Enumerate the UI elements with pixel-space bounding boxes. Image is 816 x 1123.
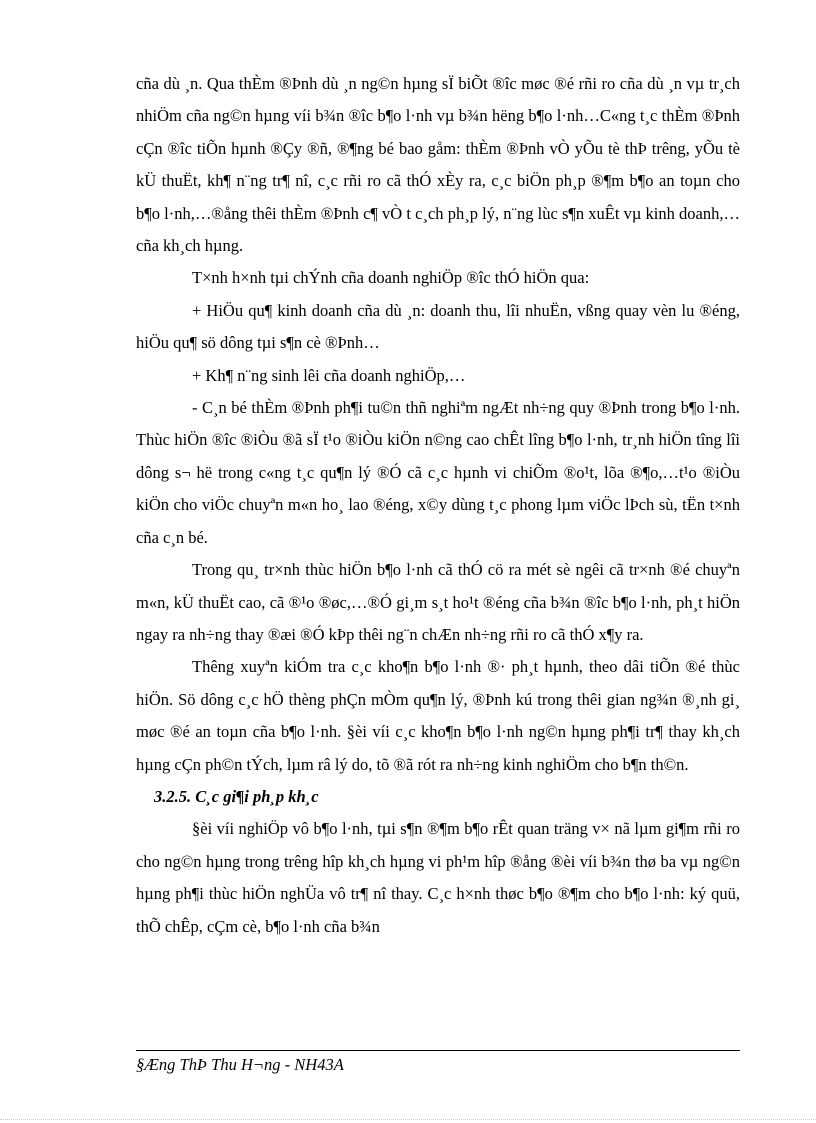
footer-divider [136, 1050, 740, 1051]
paragraph-staff-compliance: - C¸n bé thÈm ®Þnh ph¶i tu©n thñ nghiªm ngÆt nh÷ng quy ®Þnh trong b¶o l·nh. Thùc hiÖn ®îc ®iÒu ®ã sÏ t¹o ®iÒu kiÖn n©ng cao chÊt lîng b¶o l·nh, tr¸nh hiÖn tîng lîi dông s¬ hë trong c«ng t¸c qu¶n lý ®Ó cã c¸c hµnh vi chiÕm ®o¹t, lõa ®¶o,…t¹o ®iÒu kiÖn cho viÖc chuyªn m«n ho¸ lao ®éng, x©y dùng t¸c phong lµm viÖc lÞch sù, tËn t×nh cña c¸n bé. [136, 398, 740, 547]
paragraph-bullet-profitability: + Kh¶ n¨ng sinh lêi cña doanh nghiÖp,… [192, 365, 466, 385]
paragraph-financial-intro: T×nh h×nh tµi chÝnh cña doanh nghiÖp ®îc thÓ hiÖn qua: [192, 268, 590, 288]
footer-author: §Æng ThÞ Thu H¬ng - NH43A [136, 1055, 344, 1074]
paragraph-appraisal: cña dù ¸n. Qua thÈm ®Þnh dù ¸n ng©n hµng sÏ biÕt ®îc møc ®é rñi ro cña dù ¸n vµ tr¸ch nhiÖm cña ng©n hµng víi b¾n ®îc b¶o l·nh vµ b¾n hëng b¶o l·nh…C«ng t¸c thÈm ®Þnh cÇn ®îc tiÕn hµnh ®Çy ®ñ, ®¶ng bé bao gåm: thÈm ®Þnh vÒ yÕu tè thÞ trêng, yÕu tè kÜ thuËt, kh¶ n¨ng tr¶ nî, c¸c rñi ro cã thÓ xÈy ra, c¸c biÖn ph¸p ®¶m b¶o an toµn cho b¶o l·nh,…®ång thêi thÈm ®Þnh c¶ vÒ t c¸ch ph¸p lý, n¨ng lùc s¶n xuÊt vµ kinh doanh,…cña kh¸ch hµng. [136, 74, 740, 256]
section-heading: 3.2.5. C¸c gi¶i ph¸p kh¸c [154, 786, 319, 806]
paragraph-supervision: Trong qu¸ tr×nh thùc hiÖn b¶o l·nh cã thÓ cö ra mét sè ngêi cã tr×nh ®é chuyªn m«n, kÜ thuËt cao, cã ®¹o ®øc,…®Ó gi¸m s¸t ho¹t ®éng cña b¾n ®îc b¶o l·nh, ph¸t hiÖn ngay ra nh÷ng thay ®æi ®Ó kÞp thêi ng¨n chÆn nh÷ng rñi ro cã thÓ x¶y ra. [136, 560, 740, 644]
paragraph-bullet-efficiency: + HiÖu qu¶ kinh doanh cña dù ¸n: doanh thu, lîi nhuËn, vßng quay vèn lu ®éng, hiÖu qu¶ sö dông tµi s¶n cè ®Þnh… [136, 300, 740, 353]
paragraph-inspection: Thêng xuyªn kiÓm tra c¸c kho¶n b¶o l·nh ®· ph¸t hµnh, theo dâi tiÕn ®é thùc hiÖn. Sö dông c¸c hÖ thèng phÇn mÒm qu¶n lý, ®Þnh kú trong thêi gian ng¾n ®¸nh gi¸ møc ®é an toµn cña b¶o l·nh. §èi víi c¸c kho¶n b¶o l·nh ng©n hµng ph¶i tr¶ thay kh¸ch hµng cÇn ph©n tÝch, lµm râ lý do, tõ ®ã rót ra nh÷ng kinh nghiÖm cho b¶n th©n. [136, 657, 740, 774]
page-bottom-border [0, 1119, 816, 1120]
paragraph-collateral: §èi víi nghiÖp vô b¶o l·nh, tµi s¶n ®¶m b¶o rÊt quan träng v× nã lµm gi¶m rñi ro cho ng©n hµng trong trêng hîp kh¸ch hµng vi ph¹m hîp ®ång ®èi víi b¾n thø ba vµ ng©n hµng ph¶i thùc hiÖn nghÜa vô tr¶ nî thay. C¸c h×nh thøc b¶o ®¶m cho b¶o l·nh: ký quü, thÕ chÊp, cÇm cè, b¶o l·nh cña b¾n [136, 819, 740, 936]
body-text [136, 68, 740, 943]
